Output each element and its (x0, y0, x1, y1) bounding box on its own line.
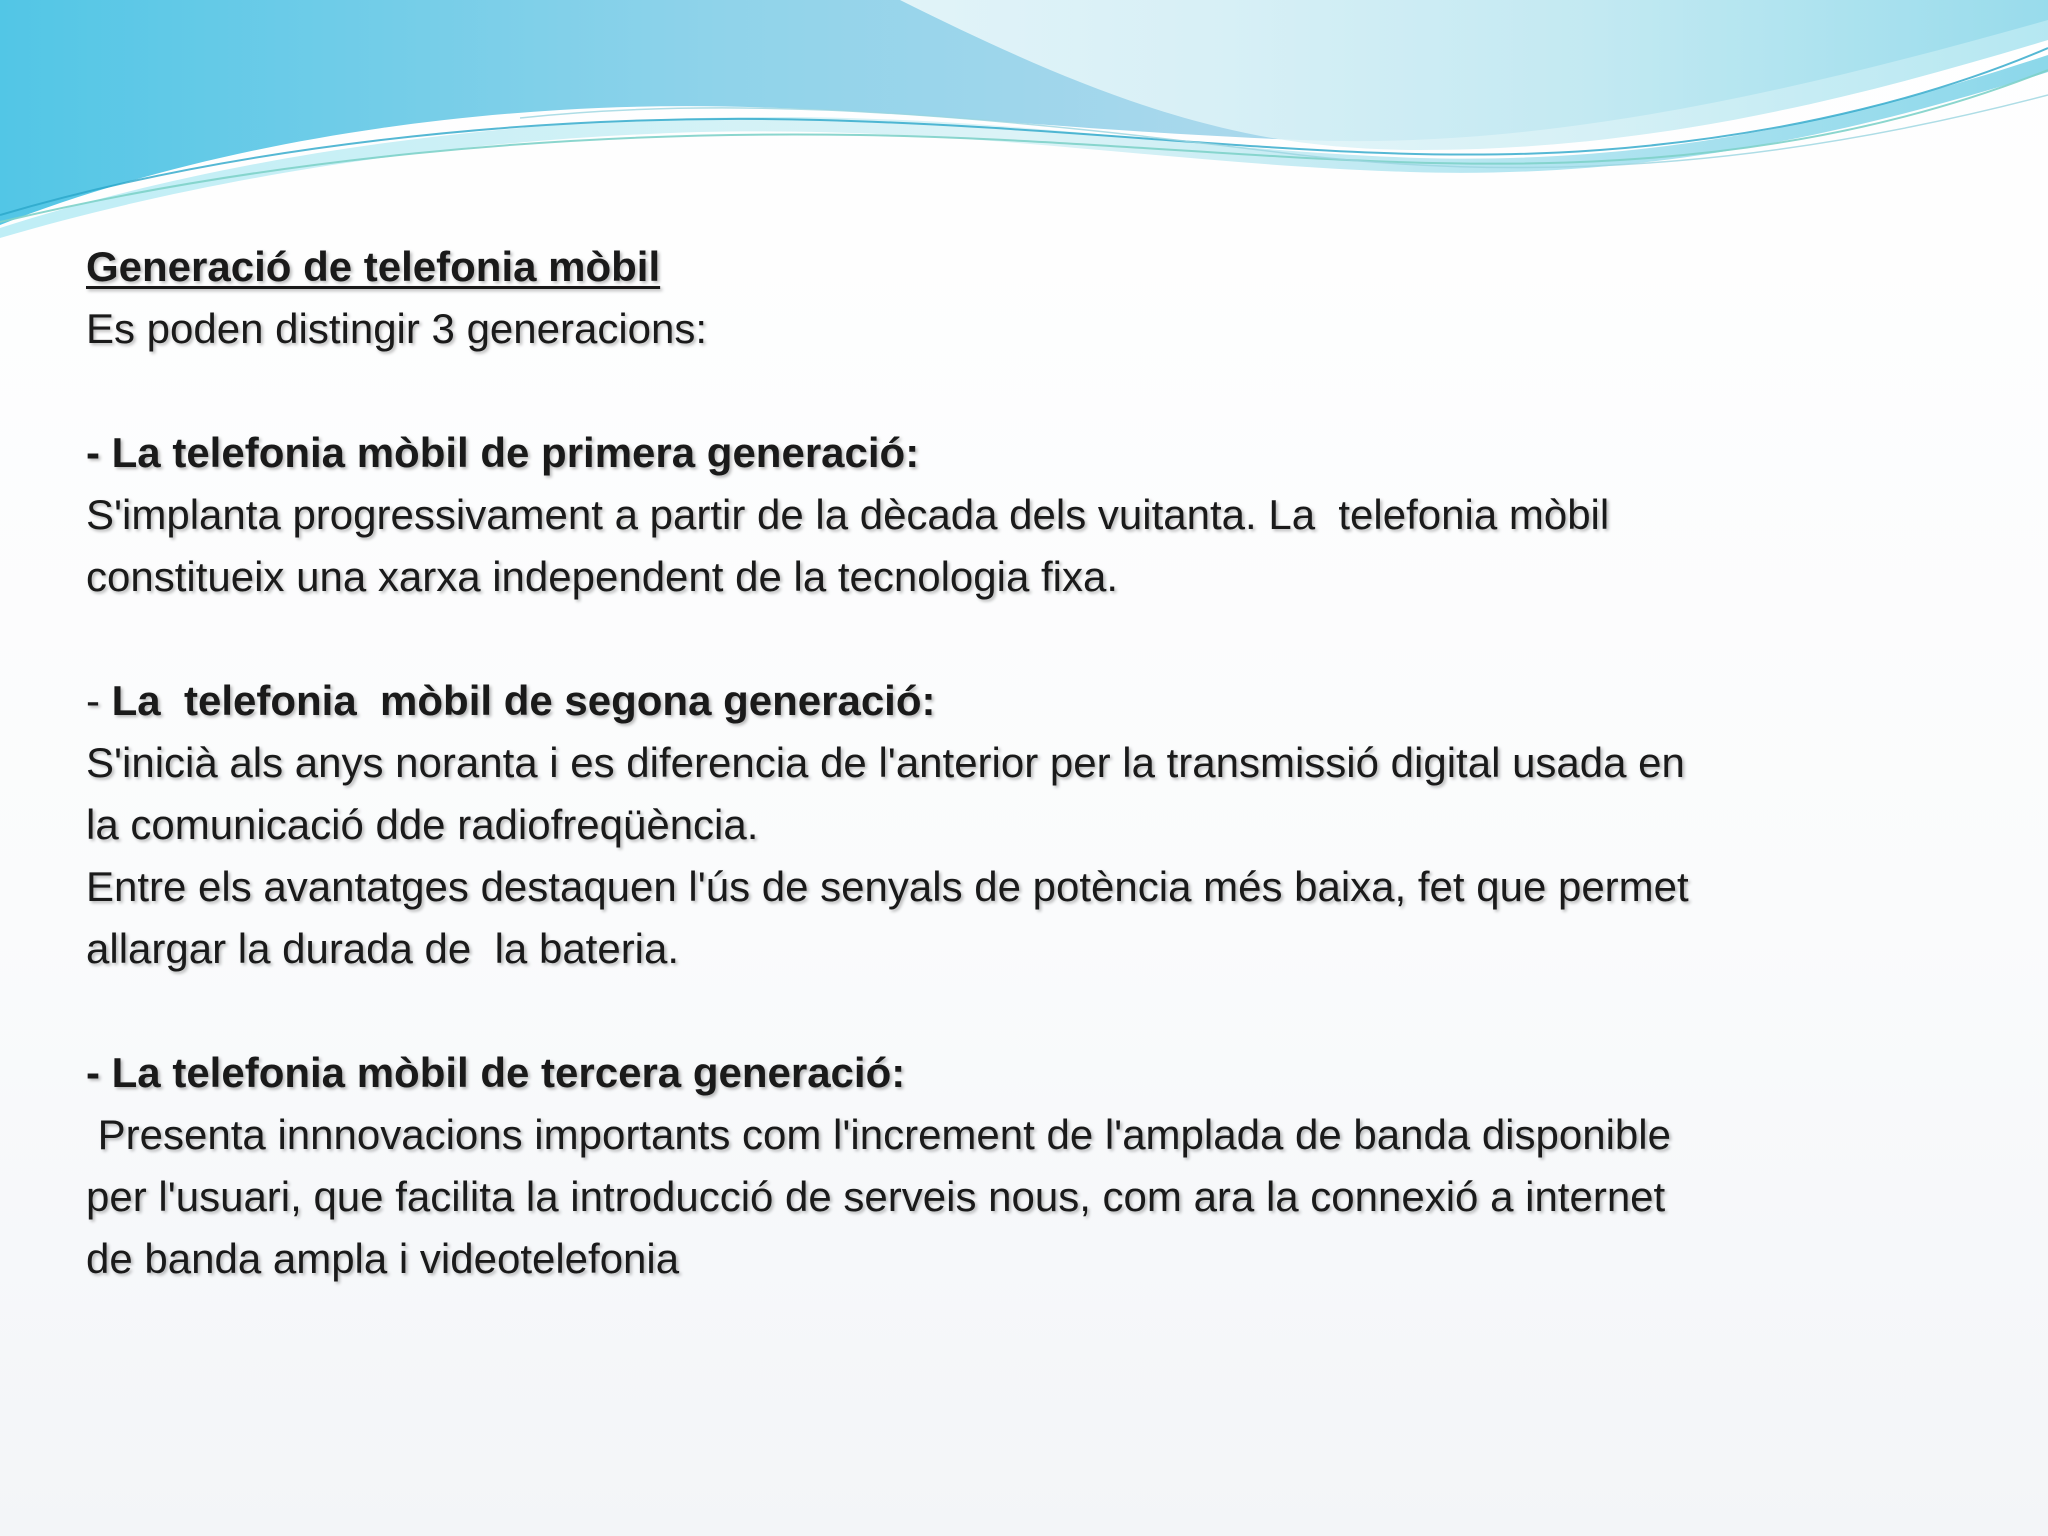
heading-prefix: - (86, 677, 112, 724)
second-generation-text-line: Entre els avantatges destaquen l'ús de senyals de potència més baixa, fet que permet (86, 863, 1689, 910)
header-wave-decoration (0, 0, 2048, 240)
third-generation-text-line: de banda ampla i videotelefonia (86, 1235, 680, 1282)
third-generation-heading: - La telefonia mòbil de tercera generació: (86, 1049, 906, 1096)
slide-body (86, 236, 1986, 1290)
spacer (86, 360, 1986, 422)
third-generation-text-line: per l'usuari, que facilita la introducció de serveis nous, com ara la connexió a internet (86, 1173, 1666, 1220)
second-generation-text-line: S'inicià als anys noranta i es diferencia de l'anterior per la transmissió digital usada en (86, 739, 1685, 786)
second-generation-text-line: la comunicació dde radiofreqüència. (86, 801, 759, 848)
wave-band-light (900, 0, 2048, 150)
first-generation-text-line: S'implanta progressivament a partir de la dècada dels vuitanta. La telefonia mòbil (86, 491, 1610, 538)
spacer (86, 980, 1986, 1042)
second-generation-heading-text: La telefonia mòbil de segona generació: (111, 677, 936, 724)
spacer (86, 608, 1986, 670)
intro-text: Es poden distingir 3 generacions: (86, 305, 708, 352)
second-generation-text-line: allargar la durada de la bateria. (86, 925, 680, 972)
second-generation-heading (86, 670, 1986, 732)
slide-title: Generació de telefonia mòbil (86, 243, 661, 290)
third-generation-text-line: Presenta innnovacions importants com l'increment de l'amplada de banda disponible (86, 1111, 1671, 1158)
first-generation-heading: - La telefonia mòbil de primera generació: (86, 429, 920, 476)
first-generation-text-line: constitueix una xarxa independent de la tecnologia fixa. (86, 553, 1119, 600)
